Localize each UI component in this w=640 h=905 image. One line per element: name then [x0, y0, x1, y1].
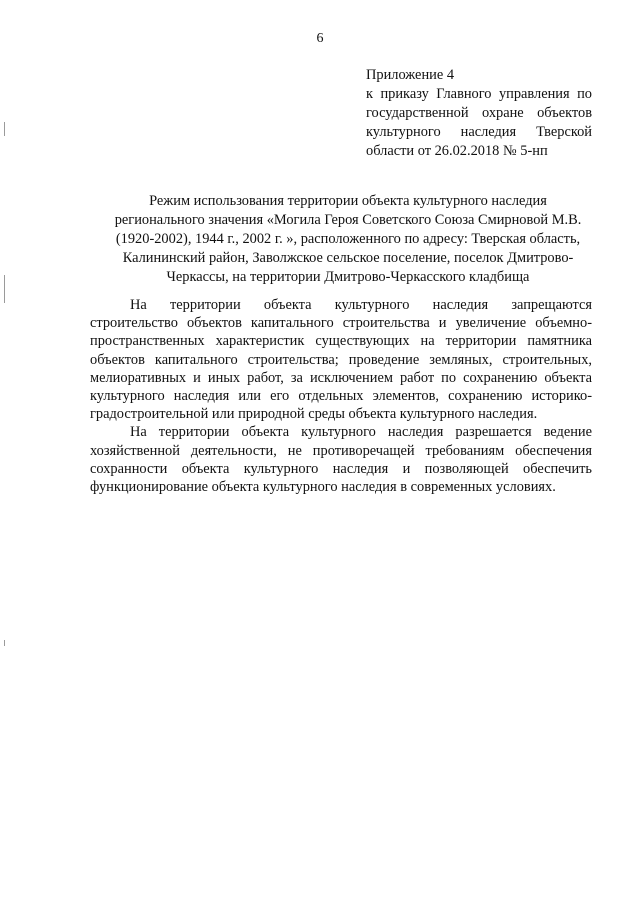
title-line: Режим использования территории объекта культурного наследия: [149, 193, 547, 209]
appendix-line: культурного наследия Тверской: [366, 124, 592, 140]
body-line: строительство объектов капитального строительства и увеличение объемно-: [90, 315, 592, 332]
scan-artifact: [4, 640, 5, 646]
appendix-header: [366, 66, 592, 161]
appendix-line: области от 26.02.2018 № 5-нп: [366, 143, 548, 159]
title-line: Калининский район, Заволжское сельское поселение, поселок Дмитрово-: [122, 250, 574, 266]
body-line: На территории объекта культурного наследия разрешается ведение: [130, 424, 592, 441]
title-line: Черкассы, на территории Дмитрово-Черкасского кладбища: [166, 269, 530, 285]
title-line: регионального значения «Могила Героя Советского Союза Смирновой М.В.: [114, 212, 582, 228]
body-line: градостроительной или природной среды объекта культурного наследия.: [90, 406, 538, 423]
scan-artifact: [4, 275, 5, 303]
body-line: мелиоративных и иных работ, за исключением работ по сохранению объекта: [90, 369, 592, 386]
scan-artifact: [4, 122, 5, 136]
title-line: (1920-2002), 1944 г., 2002 г. », расположенного по адресу: Тверская область,: [115, 231, 581, 247]
body-line: сохранности объекта культурного наследия и позволяющей обеспечить: [90, 460, 592, 477]
body-line: функционирование объекта культурного наследия в современных условиях.: [90, 479, 556, 496]
body-line: объектов капитального строительства; проведение земляных, строительных,: [90, 351, 592, 368]
body-line: пространственных характеристик существующих на территории памятника: [90, 333, 592, 350]
appendix-line: к приказу Главного управления по: [366, 86, 592, 102]
paragraph-prohibitions: [90, 296, 592, 423]
appendix-line: государственной охране объектов: [366, 105, 592, 121]
body-line: хозяйственной деятельности, не противоречащей требованиям обеспечения: [90, 442, 592, 459]
document-title: [88, 192, 608, 287]
document-body: [90, 296, 592, 496]
body-line: культурного наследия или его отдельных элементов, сохранению историко-: [90, 388, 592, 405]
page-number: 6: [316, 31, 324, 46]
appendix-line: Приложение 4: [366, 67, 455, 83]
body-line: На территории объекта культурного наследия запрещаются: [130, 297, 592, 313]
paragraph-permissions: [90, 423, 592, 496]
